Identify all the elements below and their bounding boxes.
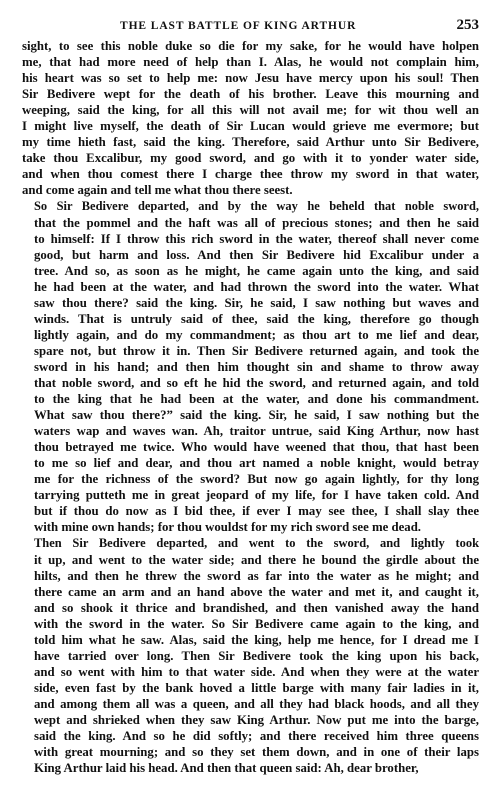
text-line: me for the richness of the sword? But now go again lightly, for thy long [34, 472, 479, 487]
text-line: to the king that he had been at the water, and done his commandment. [34, 392, 479, 407]
text-line: to himself: If I throw this rich sword in the water, thereof shall never come [34, 231, 479, 246]
text-line: that the pommel and the haft was all of precious stones; and then he said [34, 215, 479, 230]
text-line: and so went with him to that water side. And when they were at the water [34, 664, 479, 679]
text-line: wept and shrieked when they saw King Arthur. Now put me into the barge, [34, 712, 479, 727]
text-line: hilts, and then he threw the sword as far into the water as he might; and [34, 568, 479, 583]
text-line: me, that had more need of help than I. Alas, he would not complain him, [22, 55, 479, 70]
text-line: told him what he saw. Alas, said the king, help me hence, for I dread me I [34, 632, 479, 647]
text-line: it up, and went to the water side; and there he bound the girdle about the [34, 552, 479, 567]
page-number: 253 [456, 17, 479, 33]
text-line: there came an arm and an hand above the water and met it, and caught it, [34, 584, 479, 599]
paragraph [22, 198, 479, 535]
text-line: and among them all was a queen, and all they had black hoods, and all they [34, 696, 479, 711]
text-line: and come again and tell me what thou there seest. [22, 183, 293, 198]
text-line: saw thou there? said the king. Sir, he said, I saw nothing but waves and [34, 295, 479, 310]
text-line: King Arthur laid his head. And then that queen said: Ah, dear brother, [34, 761, 419, 776]
text-line: tarrying putteth me in great jeopard of my life, for I have taken cold. And [34, 488, 479, 503]
text-line: lightly again, and do my commandment; as thou art to me lief and dear, [34, 327, 479, 342]
text-line: spare not, but throw it in. Then Sir Bedivere returned again, and took the [34, 343, 479, 358]
body-text [22, 38, 479, 776]
text-line: sword in his hand; and then him thought sin and shame to throw away [34, 359, 479, 374]
text-line: he had been at the water, and had thrown the sword into the water. What [34, 279, 479, 294]
text-line: and so shook it thrice and brandished, and then vanished away the hand [34, 600, 479, 615]
text-line: I might live myself, the death of Sir Lucan would grieve me evermore; but [22, 119, 479, 134]
text-line: tree. And so, as soon as he might, he came again unto the king, and said [34, 263, 479, 278]
text-line: with mine own hands; for thou wouldst for my rich sword see me dead. [34, 520, 422, 535]
text-line: good, but harm and loss. And then Sir Bedivere hid Excalibur under a [34, 247, 479, 262]
text-line: that noble sword, and so eft he hid the sword, and returned again, and told [34, 375, 479, 390]
text-line: to me so lief and dear, and thou art named a noble knight, would betray [34, 456, 479, 471]
text-line: So Sir Bedivere departed, and by the way he beheld that noble sword, [34, 199, 479, 214]
paragraph [22, 38, 479, 198]
running-title: THE LAST BATTLE OF KING ARTHUR [120, 20, 357, 32]
text-line: but if thou do now as I bid thee, if ever I may see thee, I shall slay thee [34, 504, 479, 519]
text-line: sight, to see this noble duke so die for my sake, for he would have holpen [22, 39, 479, 53]
text-line: said the king. And so he did softly; and there received him three queens [34, 729, 479, 744]
text-line: winds. That is untruly said of thee, said the king, therefore go though [34, 311, 479, 326]
text-line: my time hieth fast, said the king. Therefore, said Arthur unto Sir Bedivere, [22, 135, 479, 150]
text-line: have tarried over long. Then Sir Bedivere took the king upon his back, [34, 648, 479, 663]
text-line: thou betrayed me twice. Who would have weened that thou, that hast been [34, 440, 479, 455]
text-line: waters wap and waves wan. Ah, traitor untrue, said King Arthur, now hast [34, 424, 479, 439]
text-line: with the sword in the water. So Sir Bedivere came again to the king, and [34, 616, 479, 631]
text-line: with great mourning; and so they set them down, and in one of their laps [34, 745, 479, 760]
text-line: Then Sir Bedivere departed, and went to the sword, and lightly took [34, 536, 479, 551]
text-line: his heart was so set to help me: now Jesu have mercy upon his soul! Then [22, 71, 479, 86]
paragraph [22, 535, 479, 776]
text-line: Sir Bedivere wept for the death of his brother. Leave this mourning and [22, 87, 479, 102]
text-line: What saw thou there?” said the king. Sir, he said, I saw nothing but the [34, 408, 479, 423]
page-header [22, 18, 479, 38]
text-line: and when thou comest there I charge thee throw my sword in that water, [22, 167, 479, 182]
text-line: side, even fast by the bank hoved a little barge with many fair ladies in it, [34, 680, 479, 695]
text-line: take thou Excalibur, my good sword, and go with it to yonder water side, [22, 151, 479, 166]
text-line: weeping, said the king, for all this will not avail me; for wit thou well an [22, 103, 479, 118]
